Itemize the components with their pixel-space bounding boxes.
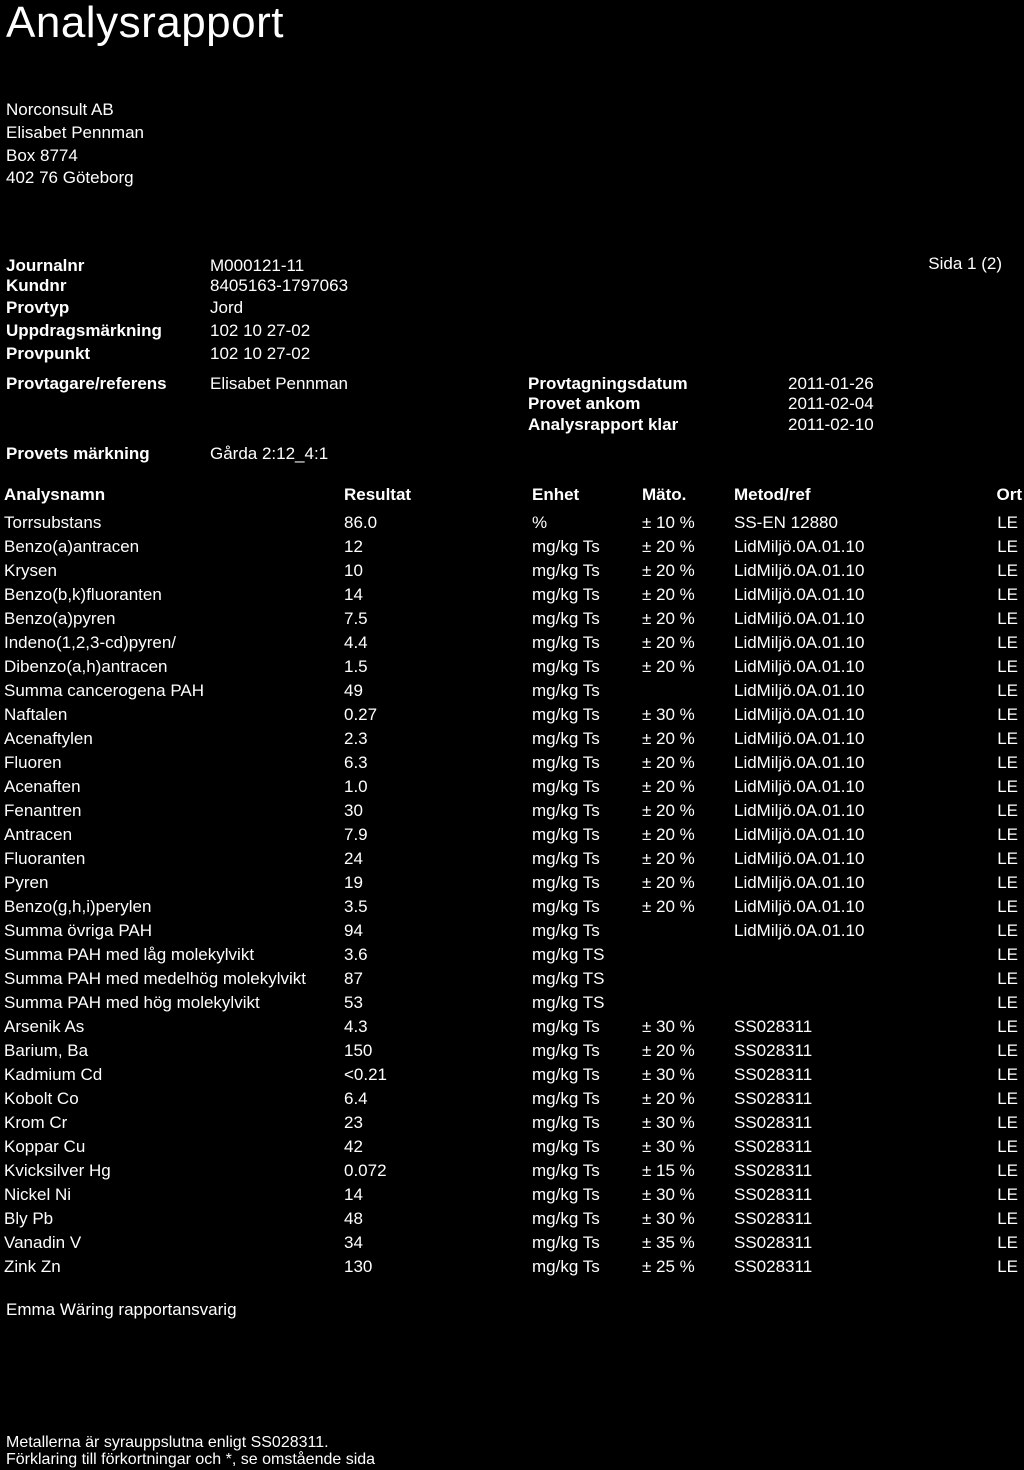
cell-enhet: mg/kg TS — [532, 993, 605, 1012]
signature: Emma Wäring rapportansvarig — [6, 1300, 237, 1319]
cell-analysnamn: Summa PAH med hög molekylvikt — [4, 993, 260, 1012]
cell-enhet: mg/kg Ts — [532, 753, 600, 772]
cell-analysnamn: Bly Pb — [4, 1209, 54, 1228]
table-row — [0, 825, 1024, 849]
cell-ort: LE — [997, 993, 1018, 1012]
cell-analysnamn: Vanadin V — [4, 1233, 82, 1252]
cell-mato: ± 30 % — [642, 1017, 695, 1036]
uppdrag-label: Uppdragsmärkning — [6, 321, 162, 340]
table-row — [0, 873, 1024, 897]
table-row — [0, 1185, 1024, 1209]
table-row — [0, 1089, 1024, 1113]
cell-analysnamn: Kvicksilver Hg — [4, 1161, 111, 1180]
cell-enhet: mg/kg Ts — [532, 921, 600, 940]
cell-analysnamn: Fenantren — [4, 801, 82, 820]
cell-resultat: 30 — [344, 801, 363, 820]
cell-resultat: 48 — [344, 1209, 363, 1228]
cell-mato: ± 20 % — [642, 825, 695, 844]
cell-resultat: 1.0 — [344, 777, 368, 796]
cell-analysnamn: Kadmium Cd — [4, 1065, 103, 1084]
provpunkt-label: Provpunkt — [6, 344, 91, 363]
cell-mato: ± 20 % — [642, 873, 695, 892]
cell-mato: ± 10 % — [642, 513, 695, 532]
cell-metod: LidMiljö.0A.01.10 — [734, 705, 865, 724]
cell-metod: LidMiljö.0A.01.10 — [734, 561, 865, 580]
cell-metod: LidMiljö.0A.01.10 — [734, 897, 865, 916]
cell-ort: LE — [997, 1137, 1018, 1156]
table-row — [0, 633, 1024, 657]
cell-enhet: mg/kg Ts — [532, 1137, 600, 1156]
table-row — [0, 801, 1024, 825]
cell-resultat: 2.3 — [344, 729, 368, 748]
cell-ort: LE — [997, 1065, 1018, 1084]
cell-ort: LE — [997, 681, 1018, 700]
cell-analysnamn: Acenaftylen — [4, 729, 93, 748]
cell-enhet: mg/kg Ts — [532, 1233, 600, 1252]
cell-metod: SS028311 — [734, 1233, 813, 1252]
cell-ort: LE — [997, 1113, 1018, 1132]
ankom-label: Provet ankom — [528, 394, 641, 413]
header-enhet: Enhet — [532, 485, 580, 504]
kundnr-value: 8405163-1797063 — [210, 276, 349, 295]
cell-resultat: 94 — [344, 921, 363, 940]
cell-enhet: mg/kg TS — [532, 945, 605, 964]
cell-enhet: mg/kg Ts — [532, 633, 600, 652]
table-row — [0, 513, 1024, 537]
recipient-box: Box 8774 — [6, 146, 78, 165]
journalnr-label: Journalnr — [6, 256, 85, 275]
cell-mato: ± 30 % — [642, 1113, 695, 1132]
cell-enhet: mg/kg Ts — [532, 1161, 600, 1180]
cell-resultat: 0.072 — [344, 1161, 387, 1180]
table-row — [0, 993, 1024, 1017]
table-row — [0, 1041, 1024, 1065]
cell-metod: SS028311 — [734, 1065, 813, 1084]
cell-metod: LidMiljö.0A.01.10 — [734, 873, 865, 892]
cell-resultat: 4.4 — [344, 633, 368, 652]
provtagningsdatum-label: Provtagningsdatum — [528, 374, 688, 393]
table-row — [0, 729, 1024, 753]
cell-mato: ± 30 % — [642, 1209, 695, 1228]
cell-metod: LidMiljö.0A.01.10 — [734, 777, 865, 796]
cell-ort: LE — [997, 897, 1018, 916]
cell-mato: ± 20 % — [642, 609, 695, 628]
provmarkning-value: Gårda 2:12_4:1 — [210, 444, 329, 463]
cell-resultat: 10 — [344, 561, 363, 580]
journalnr-value: M000121-11 — [210, 256, 305, 275]
cell-ort: LE — [997, 825, 1018, 844]
cell-resultat: 130 — [344, 1257, 373, 1276]
cell-metod: LidMiljö.0A.01.10 — [734, 657, 865, 676]
cell-ort: LE — [997, 513, 1018, 532]
cell-analysnamn: Nickel Ni — [4, 1185, 72, 1204]
cell-metod: SS028311 — [734, 1089, 813, 1108]
cell-analysnamn: Antracen — [4, 825, 73, 844]
table-row — [0, 969, 1024, 993]
cell-analysnamn: Fluoranten — [4, 849, 86, 868]
cell-resultat: 1.5 — [344, 657, 368, 676]
cell-analysnamn: Acenaften — [4, 777, 81, 796]
cell-resultat: 42 — [344, 1137, 363, 1156]
cell-resultat: 24 — [344, 849, 363, 868]
cell-mato: ± 20 % — [642, 849, 695, 868]
provpunkt-value: 102 10 27-02 — [210, 344, 311, 363]
cell-analysnamn: Kobolt Co — [4, 1089, 79, 1108]
cell-ort: LE — [997, 609, 1018, 628]
cell-mato: ± 20 % — [642, 777, 695, 796]
cell-enhet: mg/kg TS — [532, 969, 605, 988]
cell-resultat: 3.6 — [344, 945, 368, 964]
cell-resultat: 14 — [344, 1185, 363, 1204]
cell-metod: LidMiljö.0A.01.10 — [734, 537, 865, 556]
cell-ort: LE — [997, 657, 1018, 676]
cell-metod: SS028311 — [734, 1017, 813, 1036]
header-resultat: Resultat — [344, 485, 412, 504]
cell-enhet: mg/kg Ts — [532, 1041, 600, 1060]
cell-analysnamn: Koppar Cu — [4, 1137, 86, 1156]
cell-analysnamn: Arsenik As — [4, 1017, 85, 1036]
cell-enhet: mg/kg Ts — [532, 729, 600, 748]
cell-enhet: mg/kg Ts — [532, 585, 600, 604]
cell-resultat: 0.27 — [344, 705, 378, 724]
cell-metod: SS028311 — [734, 1257, 813, 1276]
cell-ort: LE — [997, 777, 1018, 796]
cell-ort: LE — [997, 1233, 1018, 1252]
cell-enhet: mg/kg Ts — [532, 561, 600, 580]
cell-enhet: mg/kg Ts — [532, 1257, 600, 1276]
cell-analysnamn: Krom Cr — [4, 1113, 68, 1132]
cell-analysnamn: Krysen — [4, 561, 57, 580]
cell-resultat: 150 — [344, 1041, 373, 1060]
table-header — [0, 485, 1024, 509]
table-row — [0, 1257, 1024, 1281]
cell-analysnamn: Benzo(a)pyren — [4, 609, 116, 628]
cell-mato: ± 30 % — [642, 705, 695, 724]
provtagare-label: Provtagare/referens — [6, 374, 167, 393]
cell-mato: ± 30 % — [642, 1185, 695, 1204]
ankom-value: 2011-02-04 — [788, 394, 874, 413]
report-title: Analysrapport — [6, 0, 284, 47]
cell-resultat: 7.9 — [344, 825, 368, 844]
cell-resultat: 6.3 — [344, 753, 368, 772]
cell-resultat: 3.5 — [344, 897, 368, 916]
cell-resultat: 19 — [344, 873, 363, 892]
cell-analysnamn: Benzo(b,k)fluoranten — [4, 585, 162, 604]
cell-resultat: 87 — [344, 969, 363, 988]
cell-enhet: mg/kg Ts — [532, 537, 600, 556]
table-row — [0, 897, 1024, 921]
cell-metod: LidMiljö.0A.01.10 — [734, 825, 865, 844]
page-number: Sida 1 (2) — [928, 254, 1002, 273]
klar-label: Analysrapport klar — [528, 415, 679, 434]
cell-analysnamn: Torrsubstans — [4, 513, 102, 532]
table-row — [0, 1017, 1024, 1041]
recipient-city: 402 76 Göteborg — [6, 168, 134, 187]
cell-ort: LE — [997, 801, 1018, 820]
cell-ort: LE — [997, 753, 1018, 772]
recipient-company: Norconsult AB — [6, 100, 114, 119]
cell-ort: LE — [997, 1209, 1018, 1228]
cell-metod: LidMiljö.0A.01.10 — [734, 585, 865, 604]
cell-ort: LE — [997, 633, 1018, 652]
kundnr-label: Kundnr — [6, 276, 67, 295]
cell-mato: ± 20 % — [642, 801, 695, 820]
cell-analysnamn: Summa PAH med medelhög molekylvikt — [4, 969, 307, 988]
cell-metod: SS-EN 12880 — [734, 513, 838, 532]
cell-metod: LidMiljö.0A.01.10 — [734, 681, 865, 700]
cell-ort: LE — [997, 1017, 1018, 1036]
cell-resultat: 23 — [344, 1113, 363, 1132]
cell-metod: SS028311 — [734, 1041, 813, 1060]
table-row — [0, 945, 1024, 969]
cell-mato: ± 30 % — [642, 1065, 695, 1084]
table-row — [0, 849, 1024, 873]
cell-analysnamn: Barium, Ba — [4, 1041, 89, 1060]
cell-enhet: mg/kg Ts — [532, 801, 600, 820]
cell-enhet: mg/kg Ts — [532, 1089, 600, 1108]
cell-metod: SS028311 — [734, 1137, 813, 1156]
cell-analysnamn: Indeno(1,2,3-cd)pyren/ — [4, 633, 176, 652]
cell-mato: ± 20 % — [642, 729, 695, 748]
klar-value: 2011-02-10 — [788, 415, 874, 434]
cell-ort: LE — [997, 849, 1018, 868]
cell-analysnamn: Summa cancerogena PAH — [4, 681, 205, 700]
cell-analysnamn: Summa övriga PAH — [4, 921, 153, 940]
cell-metod: LidMiljö.0A.01.10 — [734, 921, 865, 940]
cell-analysnamn: Summa PAH med låg molekylvikt — [4, 945, 255, 964]
table-row — [0, 657, 1024, 681]
table-row — [0, 1137, 1024, 1161]
cell-mato: ± 20 % — [642, 1089, 695, 1108]
cell-mato: ± 20 % — [642, 753, 695, 772]
cell-resultat: 12 — [344, 537, 363, 556]
cell-ort: LE — [997, 945, 1018, 964]
cell-mato: ± 20 % — [642, 897, 695, 916]
table-row — [0, 537, 1024, 561]
table-row — [0, 609, 1024, 633]
cell-mato: ± 20 % — [642, 633, 695, 652]
cell-metod: LidMiljö.0A.01.10 — [734, 729, 865, 748]
table-row — [0, 777, 1024, 801]
cell-mato: ± 20 % — [642, 537, 695, 556]
cell-ort: LE — [997, 969, 1018, 988]
table-row — [0, 1113, 1024, 1137]
cell-resultat: 4.3 — [344, 1017, 368, 1036]
cell-enhet: mg/kg Ts — [532, 705, 600, 724]
provtagare-value: Elisabet Pennman — [210, 374, 348, 393]
header-mato: Mäto. — [642, 485, 687, 504]
cell-metod: LidMiljö.0A.01.10 — [734, 633, 865, 652]
cell-metod: LidMiljö.0A.01.10 — [734, 753, 865, 772]
table-row — [0, 1161, 1024, 1185]
cell-enhet: mg/kg Ts — [532, 897, 600, 916]
cell-analysnamn: Benzo(a)antracen — [4, 537, 140, 556]
cell-ort: LE — [997, 1089, 1018, 1108]
table-row — [0, 921, 1024, 945]
cell-mato: ± 20 % — [642, 1041, 695, 1060]
footnote-metals: Metallerna är syrauppslutna enligt SS028311. — [6, 1434, 329, 1451]
cell-mato: ± 25 % — [642, 1257, 695, 1276]
cell-metod: LidMiljö.0A.01.10 — [734, 609, 865, 628]
cell-analysnamn: Fluoren — [4, 753, 62, 772]
cell-metod: SS028311 — [734, 1161, 813, 1180]
cell-enhet: mg/kg Ts — [532, 825, 600, 844]
cell-enhet: mg/kg Ts — [532, 681, 600, 700]
cell-resultat: 34 — [344, 1233, 363, 1252]
cell-ort: LE — [997, 1185, 1018, 1204]
footnote-abbreviations: Förklaring till förkortningar och *, se omstående sida — [6, 1451, 376, 1468]
recipient-contact: Elisabet Pennman — [6, 123, 144, 142]
cell-metod: SS028311 — [734, 1113, 813, 1132]
cell-mato: ± 30 % — [642, 1137, 695, 1156]
table-row — [0, 705, 1024, 729]
provtyp-value: Jord — [210, 298, 244, 317]
cell-resultat: 7.5 — [344, 609, 368, 628]
cell-analysnamn: Zink Zn — [4, 1257, 61, 1276]
cell-ort: LE — [997, 1161, 1018, 1180]
table-row — [0, 585, 1024, 609]
table-row — [0, 681, 1024, 705]
table-row — [0, 1209, 1024, 1233]
cell-mato: ± 35 % — [642, 1233, 695, 1252]
cell-enhet: mg/kg Ts — [532, 1017, 600, 1036]
cell-mato: ± 20 % — [642, 561, 695, 580]
cell-ort: LE — [997, 1041, 1018, 1060]
cell-ort: LE — [997, 705, 1018, 724]
cell-enhet: mg/kg Ts — [532, 1209, 600, 1228]
cell-analysnamn: Naftalen — [4, 705, 68, 724]
provtagningsdatum-value: 2011-01-26 — [788, 374, 874, 393]
cell-ort: LE — [997, 1257, 1018, 1276]
cell-ort: LE — [997, 921, 1018, 940]
cell-enhet: % — [532, 513, 548, 532]
table-row — [0, 561, 1024, 585]
table-row — [0, 753, 1024, 777]
cell-analysnamn: Pyren — [4, 873, 49, 892]
cell-metod: SS028311 — [734, 1209, 813, 1228]
cell-resultat: 49 — [344, 681, 363, 700]
cell-metod: LidMiljö.0A.01.10 — [734, 801, 865, 820]
cell-mato: ± 20 % — [642, 585, 695, 604]
header-ort: Ort — [996, 485, 1022, 504]
cell-resultat: 6.4 — [344, 1089, 368, 1108]
cell-enhet: mg/kg Ts — [532, 657, 600, 676]
cell-analysnamn: Benzo(g,h,i)perylen — [4, 897, 152, 916]
cell-enhet: mg/kg Ts — [532, 873, 600, 892]
cell-metod: LidMiljö.0A.01.10 — [734, 849, 865, 868]
header-metod: Metod/ref — [734, 485, 811, 504]
table-row — [0, 1233, 1024, 1257]
cell-resultat: 14 — [344, 585, 363, 604]
cell-resultat: 53 — [344, 993, 363, 1012]
cell-ort: LE — [997, 873, 1018, 892]
table-row — [0, 1065, 1024, 1089]
cell-enhet: mg/kg Ts — [532, 1065, 600, 1084]
cell-resultat: <0.21 — [344, 1065, 388, 1084]
cell-resultat: 86.0 — [344, 513, 378, 532]
cell-ort: LE — [997, 537, 1018, 556]
provmarkning-label: Provets märkning — [6, 444, 150, 463]
cell-analysnamn: Dibenzo(a,h)antracen — [4, 657, 168, 676]
cell-mato: ± 15 % — [642, 1161, 695, 1180]
provtyp-label: Provtyp — [6, 298, 70, 317]
cell-enhet: mg/kg Ts — [532, 777, 600, 796]
cell-enhet: mg/kg Ts — [532, 1185, 600, 1204]
header-analysnamn: Analysnamn — [4, 485, 106, 504]
cell-metod: SS028311 — [734, 1185, 813, 1204]
cell-ort: LE — [997, 561, 1018, 580]
cell-ort: LE — [997, 729, 1018, 748]
cell-ort: LE — [997, 585, 1018, 604]
cell-mato: ± 20 % — [642, 657, 695, 676]
cell-enhet: mg/kg Ts — [532, 1113, 600, 1132]
cell-enhet: mg/kg Ts — [532, 849, 600, 868]
cell-enhet: mg/kg Ts — [532, 609, 600, 628]
uppdrag-value: 102 10 27-02 — [210, 321, 311, 340]
